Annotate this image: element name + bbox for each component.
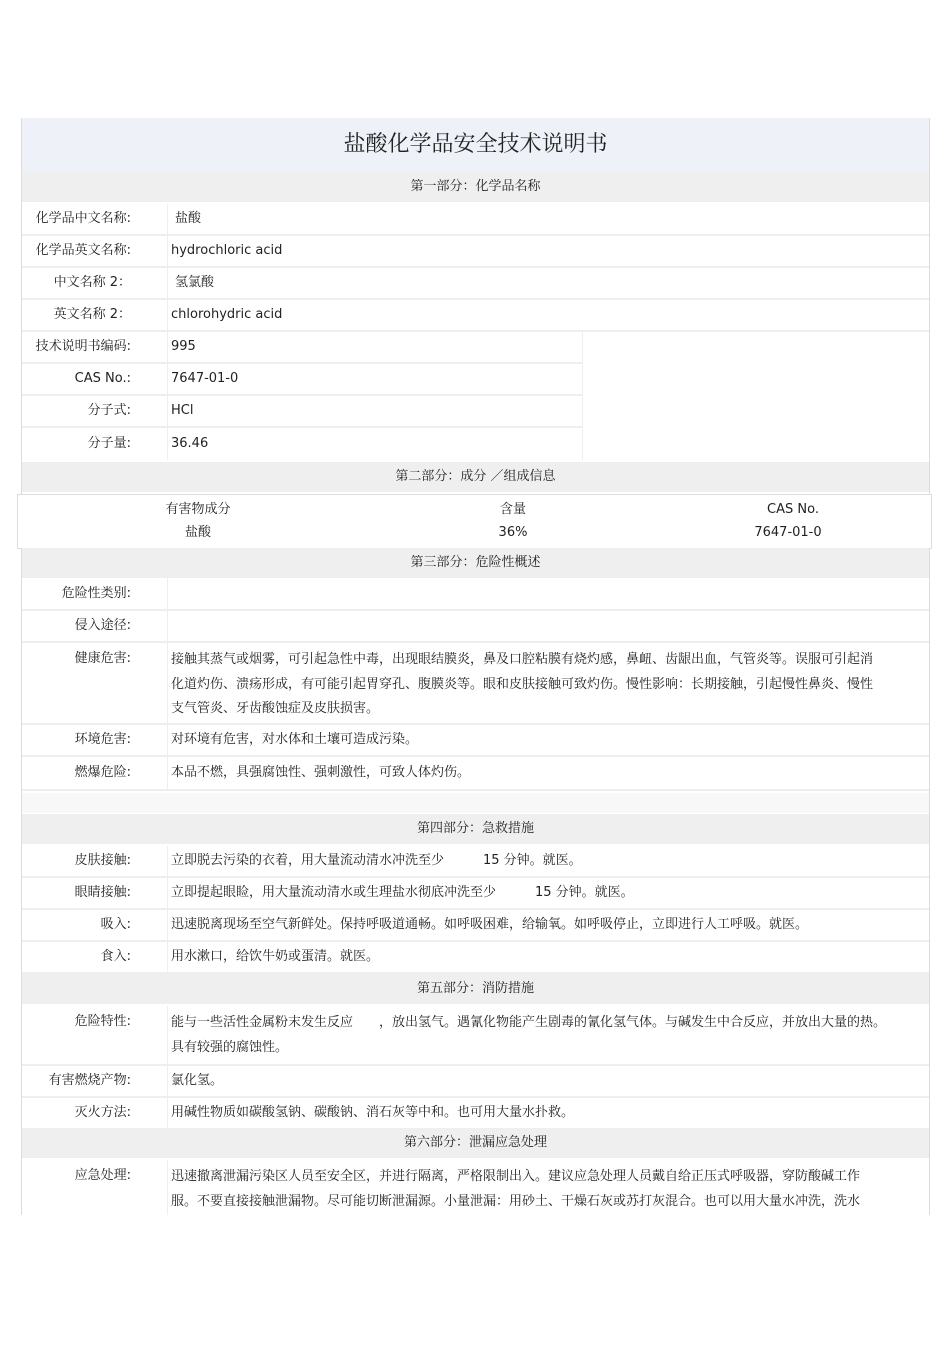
field-value: HCl: [167, 396, 582, 426]
field-value: [167, 611, 929, 641]
field-value: 立即脱去污染的衣着，用大量流动清水冲洗至少 15 分钟。就医。: [167, 846, 929, 876]
field-value: hydrochloric acid: [167, 236, 929, 266]
field-value: 迅速撤离泄漏污染区人员至安全区，并进行隔离，严格限制出入。建议应急处理人员戴自给正压式呼吸器，穿防酸碱工作服。不要直接接触泄漏物。尽可能切断泄漏源。小量泄漏：用砂土、干燥石灰或苏打灰混合。也可以用大量水冲洗，洗水: [167, 1160, 929, 1215]
field-value: 氢氯酸: [167, 268, 929, 298]
field-label: 化学品中文名称:: [35, 211, 131, 226]
field-molecular-weight: [22, 428, 582, 460]
section-4-header: 第四部分：急救措施: [22, 814, 929, 844]
field-label: 有害燃烧产物:: [48, 1073, 131, 1088]
field-value: 对环境有危害，对水体和土壤可造成污染。: [167, 725, 929, 755]
field-label: 应急处理:: [74, 1168, 131, 1183]
field-en-name-2: [22, 300, 929, 332]
field-label: 分子式:: [87, 403, 131, 418]
table-header-cas: CAS No.: [767, 502, 819, 517]
document-title: 盐酸化学品安全技术说明书: [22, 118, 929, 172]
column-divider: [582, 332, 583, 460]
field-label: 食入:: [100, 949, 131, 964]
field-hazard-class: [22, 578, 929, 611]
field-combustion-products: [22, 1066, 929, 1098]
table-cell-component: 盐酸: [184, 525, 211, 540]
section-2-header: 第二部分：成分 ／组成信息: [22, 462, 929, 492]
field-exposure-route: [22, 611, 929, 643]
field-label: CAS No.:: [74, 371, 131, 386]
field-value: 本品不燃，具强腐蚀性、强刺激性，可致人体灼伤。: [167, 757, 929, 789]
field-formula: [22, 396, 582, 428]
field-fire-hazard: [22, 757, 929, 791]
field-label: 侵入途径:: [74, 618, 131, 633]
field-emergency-response: [22, 1160, 929, 1215]
field-value: 盐酸: [167, 204, 929, 234]
field-value: 995: [167, 332, 582, 362]
field-cas-no: [22, 364, 582, 396]
section-1-header: 第一部分：化学品名称: [22, 172, 929, 202]
field-inhalation: [22, 910, 929, 942]
field-label: 皮肤接触:: [74, 853, 131, 868]
section-3-header: 第三部分：危险性概述: [22, 548, 929, 578]
field-value: 能与一些活性金属粉末发生反应 ，放出氢气。遇氰化物能产生剧毒的氰化氢气体。与碱发生中合反应，并放出大量的热。具有较强的腐蚀性。: [167, 1006, 929, 1064]
field-label: 健康危害:: [74, 651, 131, 666]
field-label: 英文名称 2：: [53, 307, 131, 322]
field-label: 技术说明书编码:: [35, 339, 131, 354]
field-label: 眼睛接触:: [74, 885, 131, 900]
field-value: 7647-01-0: [167, 364, 582, 394]
field-label: 化学品英文名称:: [35, 243, 131, 258]
spacer-row: [22, 793, 929, 813]
field-label: 中文名称 2：: [53, 275, 131, 290]
field-eye-contact: [22, 878, 929, 910]
field-fire-hazard-properties: [22, 1006, 929, 1066]
table-cell-content: 36%: [498, 525, 528, 540]
table-header-component: 有害物成分: [165, 502, 231, 517]
msds-document: [21, 118, 930, 1215]
field-value: [167, 578, 929, 609]
field-cn-name-2: [22, 268, 929, 300]
field-ingestion: [22, 942, 929, 974]
field-label: 吸入:: [100, 917, 131, 932]
field-doc-code: [22, 332, 582, 364]
field-label: 分子量:: [87, 436, 131, 451]
section-6-header: 第六部分：泄漏应急处理: [22, 1128, 929, 1158]
section-5-header: 第五部分：消防措施: [22, 974, 929, 1004]
field-health-hazard: [22, 643, 929, 725]
field-cn-name: [22, 204, 929, 236]
field-value: 氯化氢。: [167, 1066, 929, 1096]
field-label: 环境危害:: [74, 732, 131, 747]
table-header-content: 含量: [499, 502, 526, 517]
field-value: 用水漱口，给饮牛奶或蛋清。就医。: [167, 942, 929, 972]
composition-table: [17, 494, 932, 549]
field-label: 燃爆危险:: [74, 765, 131, 780]
field-en-name: [22, 236, 929, 268]
field-value: 接触其蒸气或烟雾，可引起急性中毒，出现眼结膜炎，鼻及口腔粘膜有烧灼感，鼻衄、齿龈出血，气管炎等。误服可引起消化道灼伤、溃疡形成，有可能引起胃穿孔、腹膜炎等。眼和皮肤接触可致灼伤。慢性影响：长期接触，引起慢性鼻炎、慢性支气管炎、牙齿酸蚀症及皮肤损害。: [167, 643, 929, 723]
field-value: 36.46: [167, 428, 582, 460]
field-label: 危险性类别:: [61, 586, 131, 601]
field-value: 用碱性物质如碳酸氢钠、碳酸钠、消石灰等中和。也可用大量水扑救。: [167, 1098, 929, 1128]
field-skin-contact: [22, 846, 929, 878]
field-value: 迅速脱离现场至空气新鲜处。保持呼吸道通畅。如呼吸困难，给输氧。如呼吸停止，立即进行人工呼吸。就医。: [167, 910, 929, 940]
field-label: 危险特性:: [74, 1014, 131, 1029]
field-value: 立即提起眼睑，用大量流动清水或生理盐水彻底冲洗至少 15 分钟。就医。: [167, 878, 929, 908]
field-value: chlorohydric acid: [167, 300, 929, 330]
field-label: 灭火方法:: [74, 1105, 131, 1120]
field-environment-hazard: [22, 725, 929, 757]
field-extinguishing-method: [22, 1098, 929, 1130]
table-cell-cas: 7647-01-0: [754, 525, 822, 540]
